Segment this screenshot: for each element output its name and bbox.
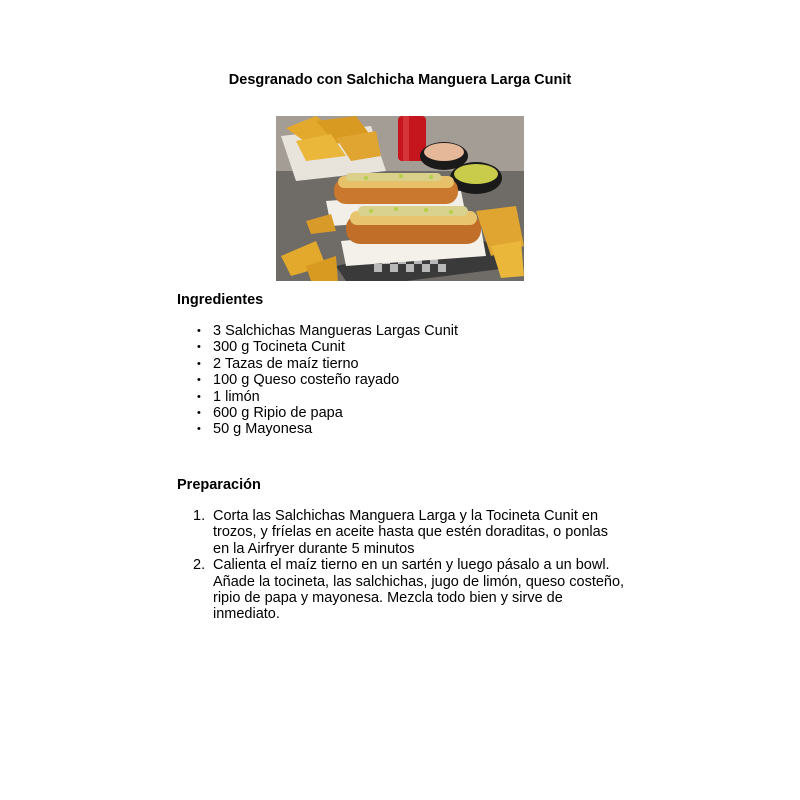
preparation-steps [177,508,627,623]
ingredient-text: 50 g Mayonesa [213,421,313,438]
list-item [177,372,458,388]
list-item [177,557,627,623]
preparation-heading: Preparación [177,477,261,493]
step-number: 2. [193,557,206,574]
ingredients-heading: Ingredientes [177,292,264,308]
ingredient-text: 600 g Ripio de papa [213,405,343,422]
list-item [177,323,458,339]
list-item [177,405,458,421]
bullet-icon: • [197,407,201,420]
ingredient-text: 300 g Tocineta Cunit [213,339,345,356]
step-number: 1. [193,508,206,524]
ingredient-text: 3 Salchichas Mangueras Largas Cunit [213,323,459,339]
recipe-photo [276,116,524,281]
bullet-icon: • [197,423,201,436]
bullet-icon: • [197,374,201,387]
ingredient-text: 1 limón [213,388,260,405]
list-item [177,389,458,405]
bullet-icon: • [197,357,201,370]
bullet-icon: • [197,390,201,403]
ingredient-text: 2 Tazas de maíz tierno [213,355,359,372]
bullet-icon: • [197,325,201,337]
step-text: Corta las Salchichas Manguera Larga y la Tocineta Cunit en trozos, y fríelas en aceite hasta que estén doraditas, o ponlas en la Airfryer durante 5 minutos [213,508,608,557]
bullet-icon: • [197,341,201,354]
list-item [177,421,458,437]
ingredients-list [177,323,458,438]
step-text: Calienta el maíz tierno en un sartén y luego pásalo a un bowl. Añade la tocineta, las salchichas, jugo de limón, queso costeño, ripio de papa y mayonesa. Mezcla todo bien y sirve de inmediato. [213,557,625,623]
list-item [177,356,458,372]
list-item [177,508,627,557]
list-item [177,339,458,355]
recipe-title: Desgranado con Salchicha Manguera Larga Cunit [228,72,572,88]
ingredient-text: 100 g Queso costeño rayado [213,372,400,389]
